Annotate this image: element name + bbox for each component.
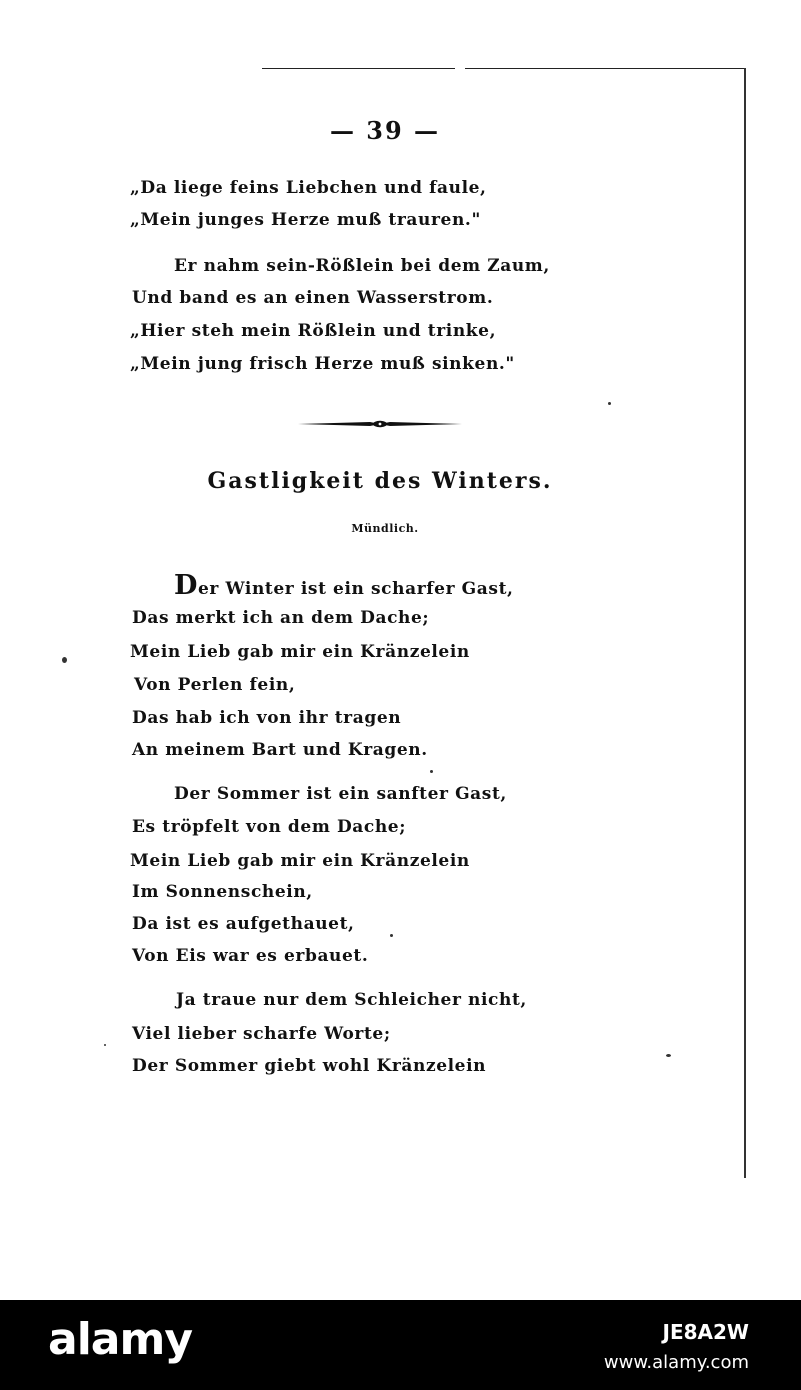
page-edge-line xyxy=(744,68,746,1178)
watermark-site: www.alamy.com xyxy=(603,1352,749,1373)
verse-line: „Hier steh mein Rößlein und trinke, xyxy=(130,321,497,341)
ink-speck xyxy=(430,770,433,773)
verse-line: Er nahm sein-Rößlein bei dem Zaum, xyxy=(174,256,550,276)
ornament-divider-icon xyxy=(296,416,464,432)
verse-line: Mein Lieb gab mir ein Kränzelein xyxy=(130,642,470,662)
verse-line: Das hab ich von ihr tragen xyxy=(132,708,402,728)
verse-line-rest: er Winter ist ein scharfer Gast, xyxy=(198,579,514,599)
verse-line: Es tröpfelt von dem Dache; xyxy=(132,817,407,837)
verse-line: Da ist es aufgethauet, xyxy=(132,914,355,934)
watermark-logo: alamy xyxy=(48,1314,192,1365)
verse-line-first xyxy=(174,572,514,599)
ink-speck xyxy=(666,1054,671,1057)
verse-line: „Mein junges Herze muß trauren." xyxy=(130,210,481,230)
verse-line: Mein Lieb gab mir ein Kränzelein xyxy=(130,851,470,871)
page-number: — 39 — xyxy=(329,116,441,145)
ink-speck xyxy=(104,1044,106,1046)
top-rule xyxy=(262,68,746,69)
poem-subtitle: Mündlich. xyxy=(351,522,419,535)
poem-title: Gastligkeit des Winters. xyxy=(207,468,553,494)
watermark-image-id: JE8A2W xyxy=(662,1320,749,1344)
verse-line: „Mein jung frisch Herze muß sinken." xyxy=(130,354,515,374)
verse-line: An meinem Bart und Kragen. xyxy=(132,740,428,760)
verse-line: Im Sonnenschein, xyxy=(132,882,313,902)
verse-line: Das merkt ich an dem Dache; xyxy=(132,608,430,628)
verse-line: Von Eis war es erbauet. xyxy=(132,946,369,966)
verse-line: Der Sommer giebt wohl Kränzelein xyxy=(132,1056,487,1076)
verse-line: Ja traue nur dem Schleicher nicht, xyxy=(176,990,527,1010)
verse-line: Von Perlen fein, xyxy=(134,675,296,695)
ink-speck xyxy=(62,657,67,663)
ink-speck xyxy=(390,934,393,937)
verse-line: Der Sommer ist ein sanfter Gast, xyxy=(174,784,507,804)
ink-speck xyxy=(608,402,611,405)
verse-line: Und band es an einen Wasserstrom. xyxy=(132,288,494,308)
watermark-bar xyxy=(0,1300,801,1390)
verse-line: Viel lieber scharfe Worte; xyxy=(132,1024,391,1044)
verse-line: „Da liege feins Liebchen und faule, xyxy=(130,178,487,198)
drop-cap: D xyxy=(174,570,199,601)
